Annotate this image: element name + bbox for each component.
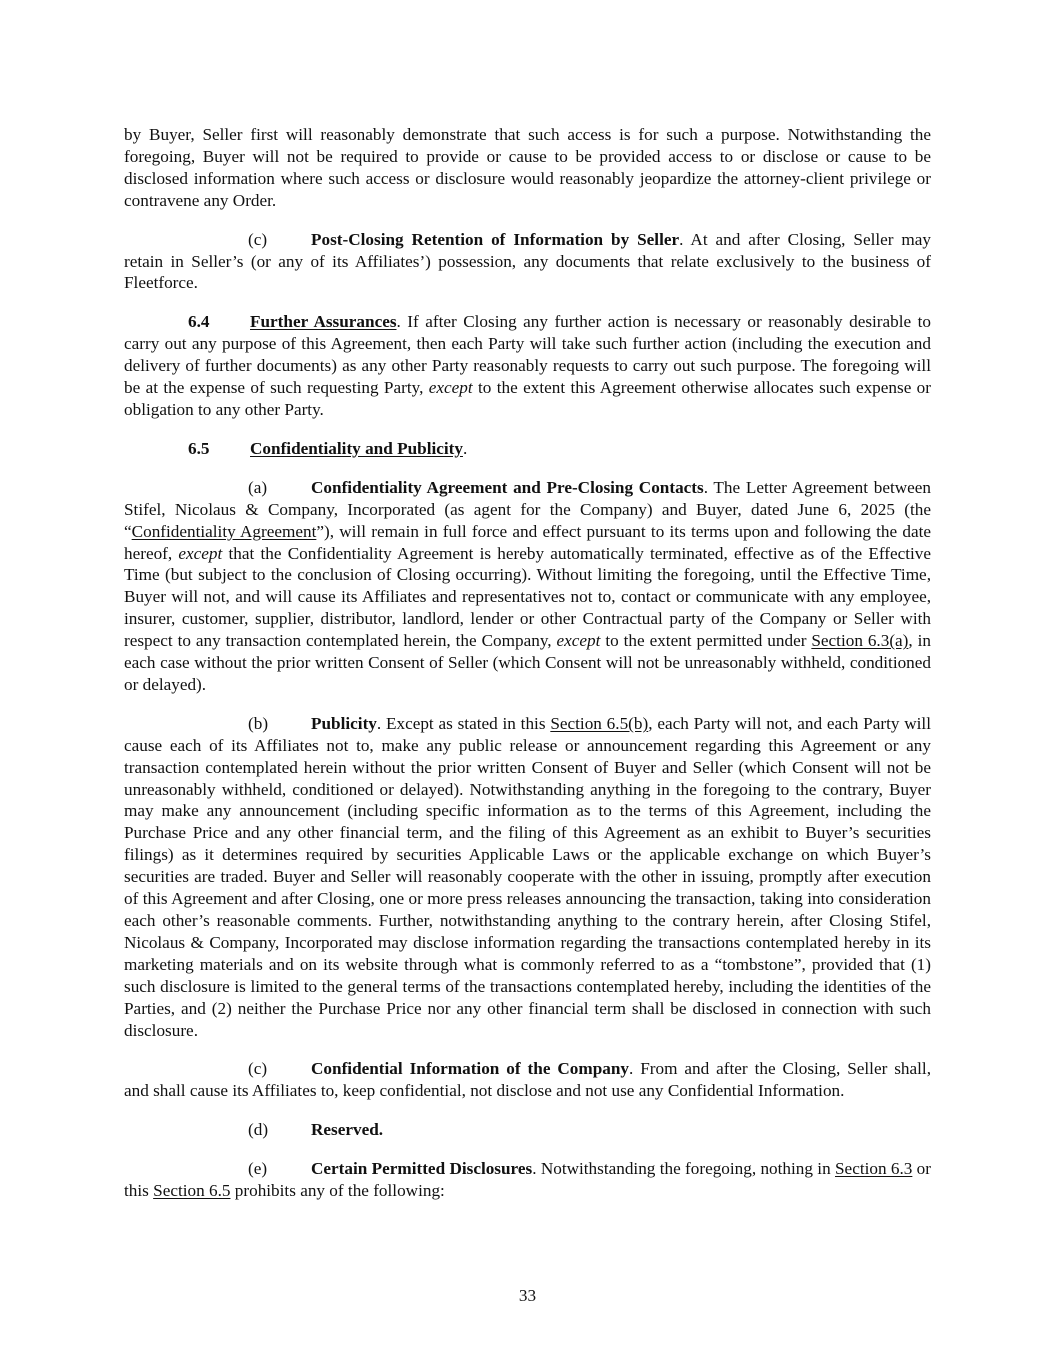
section-text: . — [462, 438, 468, 458]
clause-text: , in each case without the prior written Consent of Seller (which Consent will not be unreasonably withheld, conditioned or delayed). — [124, 631, 931, 694]
clause-text: . From and after the Closing, Seller shall, and shall cause its Affiliates to, keep confidential, not disclose and not use any Confidential Information. — [124, 1059, 931, 1101]
section-number: 6.5 — [188, 438, 210, 458]
clause-heading: Confidential Information of the Company — [311, 1059, 630, 1079]
page-number: 33 — [518, 1286, 537, 1305]
section-text: to the extent this Agreement otherwise allocates such expense or obligation to any other Party. — [124, 378, 931, 419]
section-reference: Section 6.5(b) — [550, 713, 649, 733]
clause-number: (b) — [248, 713, 269, 733]
clause-number: (c) — [248, 1059, 268, 1079]
clause-heading: Publicity — [311, 713, 377, 733]
clause-number: (d) — [248, 1120, 269, 1140]
clause-heading: Reserved. — [311, 1120, 384, 1140]
paragraph-confidentiality-agreement — [124, 477, 931, 696]
clause-number: (a) — [248, 477, 268, 497]
section-number: 6.4 — [188, 312, 210, 332]
clause-text: or this — [124, 1159, 931, 1201]
section-reference: Section 6.3(a) — [811, 631, 909, 651]
section-heading: Confidentiality and Publicity — [250, 438, 463, 458]
paragraph-publicity — [124, 713, 931, 1042]
section-reference: Section 6.5 — [153, 1181, 231, 1201]
defined-term: Confidentiality Agreement — [131, 521, 317, 541]
section-heading: Further Assurances — [250, 312, 397, 332]
emphasis-text: except — [428, 378, 473, 398]
clause-text: , each Party will not, and each Party will cause each of its Affiliates not to, make any public release or announcement regarding this Agreement or any transaction contemplated herein without the prior written Consent of Buyer and Seller (which Consent will not be unreasonably withheld, conditioned or delayed). Notwithstanding anything in the foregoing to the contrary, Buyer may make any announcement (including specific information as to the terms of this Agreement, including the Purchase Price and any other financial term, and the filing of this Agreement as an exhibit to Buyer’s securities filings) as it determines required by securities Applicable Laws or the applicable exchange on which Buyer’s securities are traded. Buyer and Seller will reasonably cooperate with the other in issuing, promptly after execution of this Agreement and after Closing, one or more press releases announcing the transaction, taking into consideration each other’s reasonable comments. Further, notwithstanding anything to the contrary herein, after Closing Stifel, Nicolaus & Company, Incorporated may disclose information regarding the transactions contemplated hereby in its marketing materials and on its website through what is commonly referred to as a “tombstone”, provided that (1) such disclosure is limited to the general terms of the transactions contemplated hereby, including the identities of the Parties, and (2) neither the Purchase Price nor any other financial term shall be disclosed in connection with such disclosure. — [124, 713, 931, 1040]
paragraph-text: by Buyer, Seller first will reasonably demonstrate that such access is for such a purpose. Notwithstanding the foregoing, Buyer will not be required to provide or cause to be provided access to or disclose or cause to be disclosed information where such access or disclosure would reasonably jeopardize the attorney-client privilege or contravene any Order. — [124, 125, 931, 210]
section-6-5-confidentiality-publicity — [124, 438, 931, 460]
section-reference: Section 6.3 — [835, 1159, 913, 1179]
clause-text: that the Confidentiality Agreement is hereby automatically terminated, effective as of the Effective Time (but subject to the conclusion of Closing occurring). Without limiting the foregoing, until the Effective Time, Buyer will not, and will cause its Affiliates and representatives not to, contact or communicate with any employee, insurer, customer, supplier, distributor, landlord, lender or other Contractual party of the Company or Seller with respect to any transaction contemplated herein, the Company, — [124, 543, 931, 651]
clause-text: ”), will remain in full force and effect pursuant to its terms upon and following the date hereof, — [124, 521, 931, 563]
paragraph-confidential-information — [124, 1058, 931, 1102]
paragraph-permitted-disclosures — [124, 1158, 931, 1202]
document-body — [124, 124, 931, 1219]
clause-number: (c) — [248, 229, 268, 249]
clause-text: . Except as stated in this — [376, 713, 551, 733]
emphasis-text: except — [178, 543, 223, 563]
clause-text: . At and after Closing, Seller may retain in Seller’s (or any of its Affiliates’) possession, any documents that relate exclusively to the business of Fleetforce. — [124, 229, 932, 293]
paragraph-reserved — [124, 1119, 931, 1141]
clause-heading: Confidentiality Agreement and Pre-Closing Contacts — [311, 477, 704, 497]
section-text: . If after Closing any further action is necessary or reasonably desirable to carry out any purpose of this Agreement, then each Party will take such further action (including the execution and delivery of further documents) as any other Party reasonably requests to carry out such purpose. The foregoing will be at the expense of such requesting Party, — [124, 312, 931, 398]
emphasis-text: except — [556, 631, 601, 651]
clause-heading: Post-Closing Retention of Information by Seller — [311, 229, 680, 249]
clause-text: . The Letter Agreement between Stifel, Nicolaus & Company, Incorporated (as agent for the Company) and Buyer, dated June 6, 2025 (the “ — [124, 477, 931, 541]
paragraph-access-limits — [124, 124, 931, 212]
clause-text: prohibits any of the following: — [230, 1181, 445, 1201]
clause-text: . Notwithstanding the foregoing, nothing in — [532, 1159, 835, 1179]
paragraph-post-closing-retention — [124, 229, 931, 295]
clause-number: (e) — [248, 1159, 268, 1179]
clause-heading: Certain Permitted Disclosures — [311, 1159, 533, 1179]
clause-text: to the extent permitted under — [600, 631, 812, 651]
section-6-4-further-assurances — [124, 311, 931, 421]
